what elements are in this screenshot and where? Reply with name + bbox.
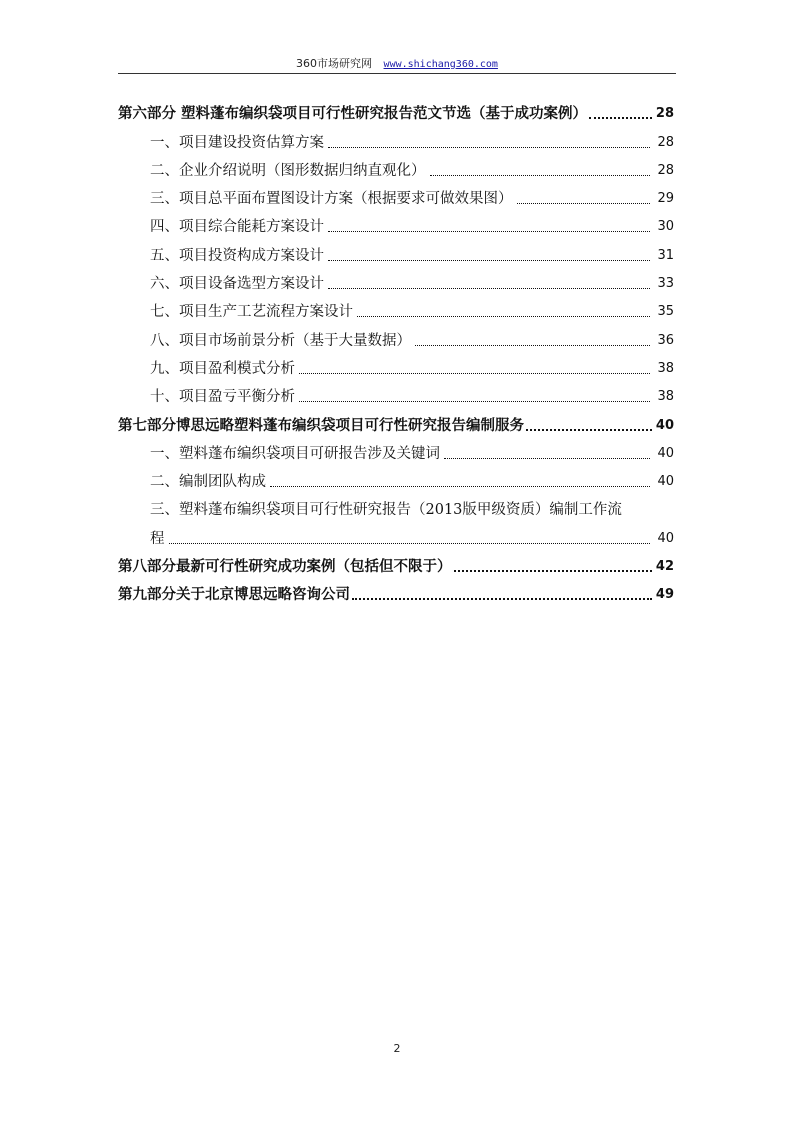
toc-entry-label: 第八部分最新可行性研究成功案例（包括但不限于） xyxy=(118,558,452,576)
toc-entry-6-1[interactable] xyxy=(118,124,674,152)
toc-dot-leader xyxy=(328,147,650,148)
toc-entry-label: 七、项目生产工艺流程方案设计 xyxy=(150,304,353,321)
toc-entry-label: 五、项目投资构成方案设计 xyxy=(150,247,324,264)
toc-dot-leader xyxy=(352,598,652,600)
toc-entry-part-9[interactable] xyxy=(118,577,674,605)
toc-entry-label: 第六部分 塑料蓬布编织袋项目可行性研究报告范文节选（基于成功案例） xyxy=(118,105,588,123)
toc-dot-leader xyxy=(328,231,650,232)
toc-entry-page: 36 xyxy=(657,332,674,348)
toc-entry-label: 四、项目综合能耗方案设计 xyxy=(150,219,324,236)
toc-entry-7-2[interactable] xyxy=(118,464,674,492)
toc-entry-label: 二、企业介绍说明（图形数据归纳直观化） xyxy=(150,162,426,179)
toc-entry-label: 三、塑料蓬布编织袋项目可行性研究报告（2013版甲级资质）编制工作流 xyxy=(150,502,622,519)
table-of-contents xyxy=(118,96,674,605)
toc-entry-page: 40 xyxy=(657,530,674,546)
toc-dot-leader xyxy=(299,401,650,402)
header-site-name: 360市场研究网 xyxy=(296,57,373,70)
toc-entry-6-6[interactable] xyxy=(118,266,674,294)
toc-entry-page: 42 xyxy=(655,559,674,575)
toc-entry-part-6[interactable] xyxy=(118,96,674,124)
page-header xyxy=(118,56,676,73)
toc-dot-leader xyxy=(430,175,651,176)
toc-entry-page: 33 xyxy=(657,276,674,292)
toc-dot-leader xyxy=(299,373,650,374)
toc-dot-leader xyxy=(454,570,653,572)
toc-entry-7-3[interactable] xyxy=(118,492,674,520)
toc-entry-page: 28 xyxy=(655,106,674,122)
toc-entry-6-5[interactable] xyxy=(118,237,674,265)
toc-entry-page: 31 xyxy=(657,247,674,263)
toc-dot-leader xyxy=(415,345,650,346)
toc-entry-6-7[interactable] xyxy=(118,294,674,322)
toc-entry-6-3[interactable] xyxy=(118,181,674,209)
toc-entry-page: 28 xyxy=(657,162,674,178)
toc-entry-page: 40 xyxy=(655,417,674,433)
toc-entry-6-10[interactable] xyxy=(118,379,674,407)
toc-entry-part-7[interactable] xyxy=(118,407,674,435)
toc-dot-leader xyxy=(169,543,651,544)
toc-entry-part-8[interactable] xyxy=(118,549,674,577)
toc-dot-leader xyxy=(357,316,650,317)
toc-entry-6-9[interactable] xyxy=(118,351,674,379)
toc-entry-label-continued: 程 xyxy=(150,530,165,547)
toc-entry-label: 一、项目建设投资估算方案 xyxy=(150,134,324,151)
header-divider xyxy=(118,73,676,74)
toc-entry-label: 三、项目总平面布置图设计方案（根据要求可做效果图） xyxy=(150,191,513,208)
toc-entry-6-2[interactable] xyxy=(118,153,674,181)
toc-entry-page: 49 xyxy=(655,587,674,603)
toc-entry-page: 29 xyxy=(657,191,674,207)
toc-entry-label: 十、项目盈亏平衡分析 xyxy=(150,389,295,406)
toc-entry-6-4[interactable] xyxy=(118,209,674,237)
toc-entry-label: 一、塑料蓬布编织袋项目可研报告涉及关键词 xyxy=(150,445,440,462)
toc-entry-6-8[interactable] xyxy=(118,322,674,350)
toc-entry-page: 40 xyxy=(657,445,674,461)
toc-entry-page: 40 xyxy=(657,474,674,490)
toc-entry-7-1[interactable] xyxy=(118,436,674,464)
header-url-link[interactable]: www.shichang360.com xyxy=(383,59,498,70)
toc-entry-7-3-continued[interactable] xyxy=(118,520,674,548)
toc-entry-label: 二、编制团队构成 xyxy=(150,474,266,491)
toc-dot-leader xyxy=(526,429,652,431)
toc-entry-page: 35 xyxy=(657,304,674,320)
toc-entry-label: 六、项目设备选型方案设计 xyxy=(150,276,324,293)
toc-entry-page: 38 xyxy=(657,389,674,405)
toc-dot-leader xyxy=(444,458,650,459)
toc-dot-leader xyxy=(270,486,650,487)
toc-dot-leader xyxy=(328,288,650,289)
page-number: 2 xyxy=(393,1042,401,1055)
toc-entry-page: 28 xyxy=(657,134,674,150)
toc-dot-leader xyxy=(517,203,651,204)
toc-dot-leader xyxy=(328,260,650,261)
toc-entry-page: 38 xyxy=(657,360,674,376)
toc-dot-leader xyxy=(589,117,652,119)
toc-entry-page: 30 xyxy=(657,219,674,235)
toc-entry-label: 八、项目市场前景分析（基于大量数据） xyxy=(150,332,411,349)
toc-entry-label: 第九部分关于北京博思远略咨询公司 xyxy=(118,586,350,604)
toc-entry-label: 第七部分博思远略塑料蓬布编织袋项目可行性研究报告编制服务 xyxy=(118,416,524,434)
toc-entry-label: 九、项目盈利模式分析 xyxy=(150,360,295,377)
